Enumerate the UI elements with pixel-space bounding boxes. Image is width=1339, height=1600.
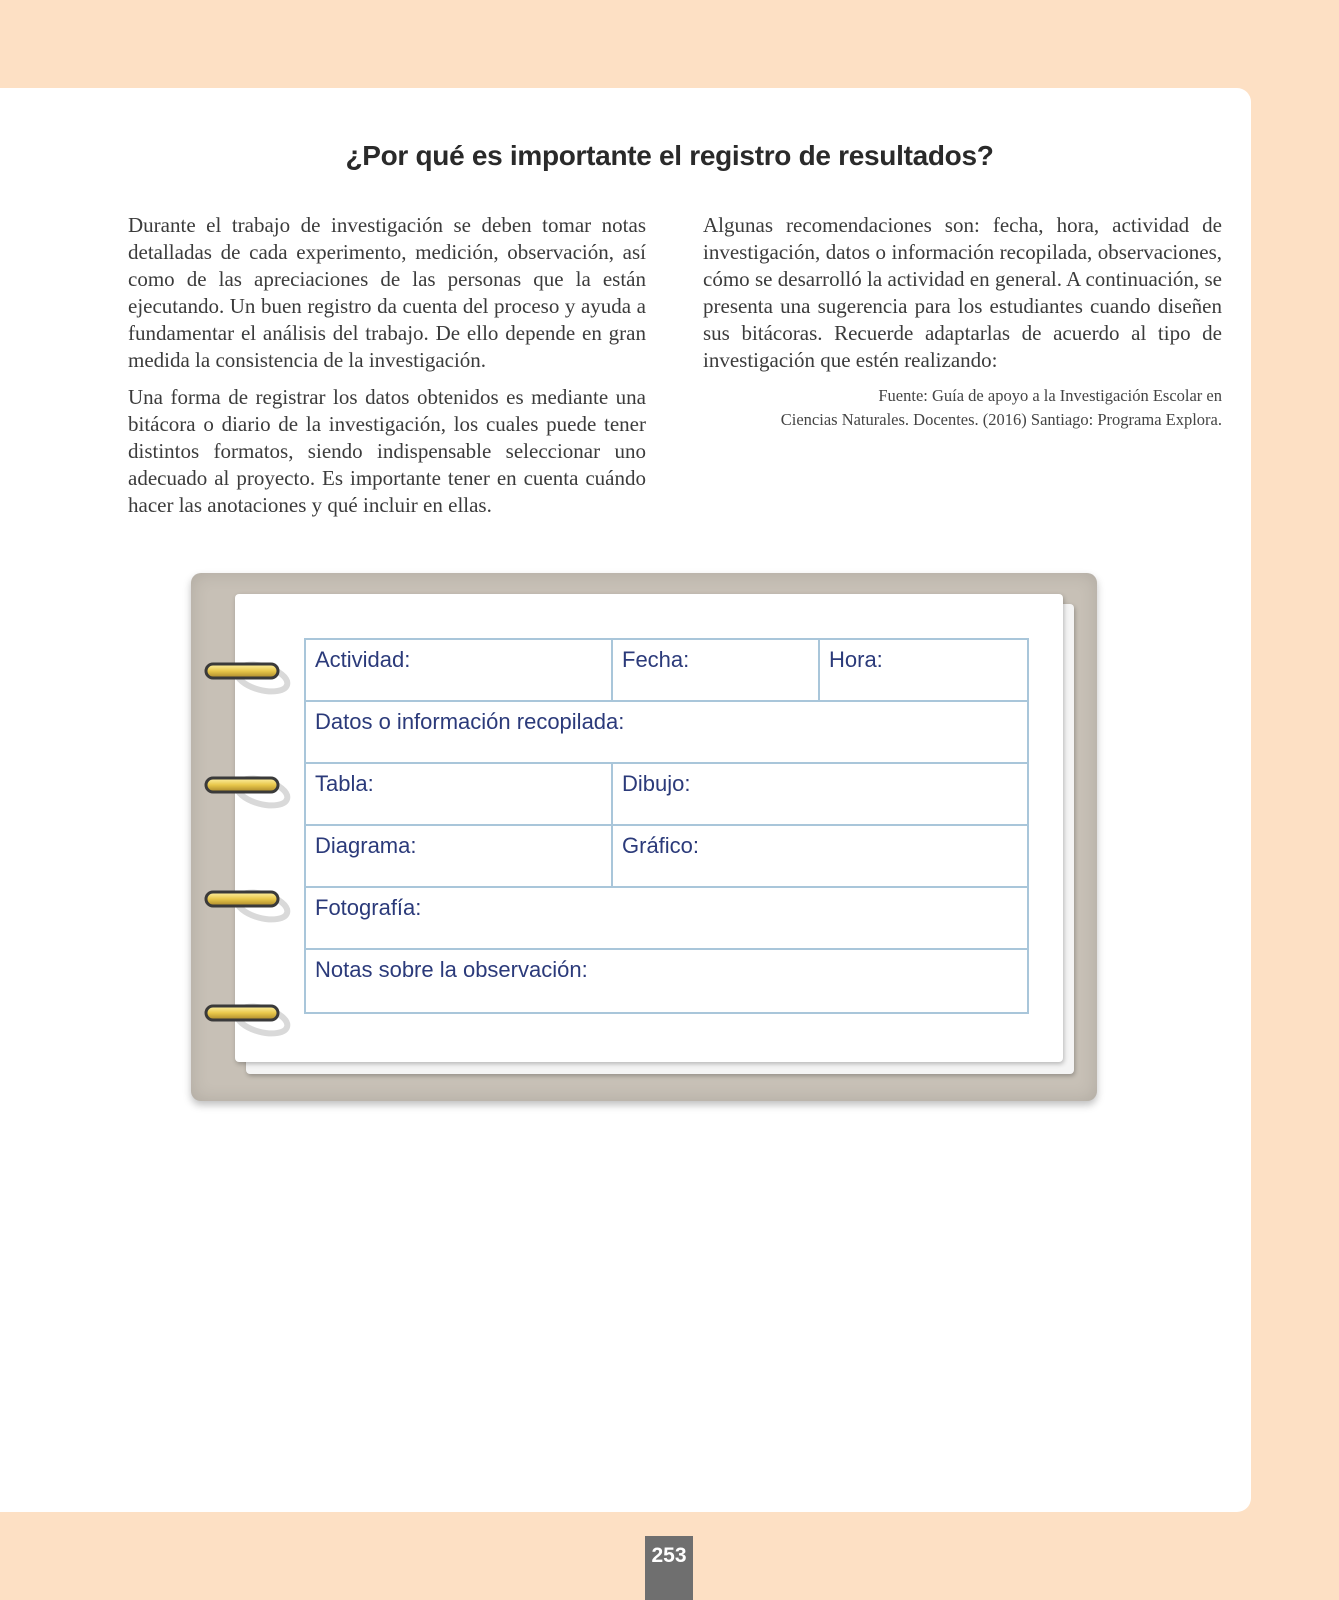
ring-3-icon — [206, 888, 290, 925]
field-diagrama: Diagrama: — [315, 833, 417, 858]
field-hora: Hora: — [818, 640, 1027, 700]
logbook-form — [304, 638, 1029, 1014]
ring-1-icon — [206, 660, 290, 697]
source-line-2: Ciencias Naturales. Docentes. (2016) Santiago: Programa Explora. — [780, 410, 1222, 429]
form-row-diagrama-grafico — [306, 826, 1027, 888]
source-line-1: Fuente: Guía de apoyo a la Investigación Escolar en — [878, 386, 1222, 405]
page-title: ¿Por qué es importante el registro de resultados? — [345, 140, 994, 171]
form-row-header — [306, 640, 1027, 702]
field-actividad: Actividad: — [315, 647, 411, 672]
field-datos: Datos o información recopilada: — [315, 709, 625, 734]
field-fecha: Fecha: — [611, 640, 818, 700]
form-row-datos — [306, 702, 1027, 764]
spiral-rings-icon — [200, 640, 300, 1060]
left-paragraph-2: Una forma de registrar los datos obtenidos es mediante una bitácora o diario de la investigación, los cuales puede tener distintos formatos, siendo indispensable seleccionar uno adecuado al proyecto. Es importante tener en cuenta cuándo hacer las anotaciones y qué incluir en ellas. — [128, 385, 646, 517]
ring-2-icon — [206, 774, 290, 811]
ring-4-icon — [206, 1002, 290, 1039]
form-row-notas — [306, 950, 1027, 1012]
right-column — [703, 212, 1222, 432]
field-notas: Notas sobre la observación: — [315, 957, 588, 982]
field-grafico: Gráfico: — [611, 826, 1027, 886]
right-paragraph-1: Algunas recomendaciones son: fecha, hora, actividad de investigación, datos o información recopilada, observaciones, cómo se desarrolló la actividad en general. A continuación, se presenta una sugerencia para los estudiantes cuando diseñen sus bitácoras. Recuerde adaptarlas de acuerdo al tipo de investigación que estén realizando: — [703, 213, 1222, 372]
field-fotografia: Fotografía: — [315, 895, 422, 920]
field-dibujo: Dibujo: — [611, 764, 1027, 824]
page-number: 253 — [645, 1536, 693, 1600]
form-row-tabla-dibujo — [306, 764, 1027, 826]
field-tabla: Tabla: — [315, 771, 374, 796]
left-paragraph-1: Durante el trabajo de investigación se deben tomar notas detalladas de cada experimento, medición, observación, así como de las apreciaciones de las personas que la están ejecutando. Un buen registro da cuenta del proceso y ayuda a fundamentar el análisis del trabajo. De ello depende en gran medida la consistencia de la investigación. — [128, 213, 646, 372]
left-column — [128, 212, 646, 529]
source-citation — [703, 384, 1222, 432]
form-row-fotografia — [306, 888, 1027, 950]
